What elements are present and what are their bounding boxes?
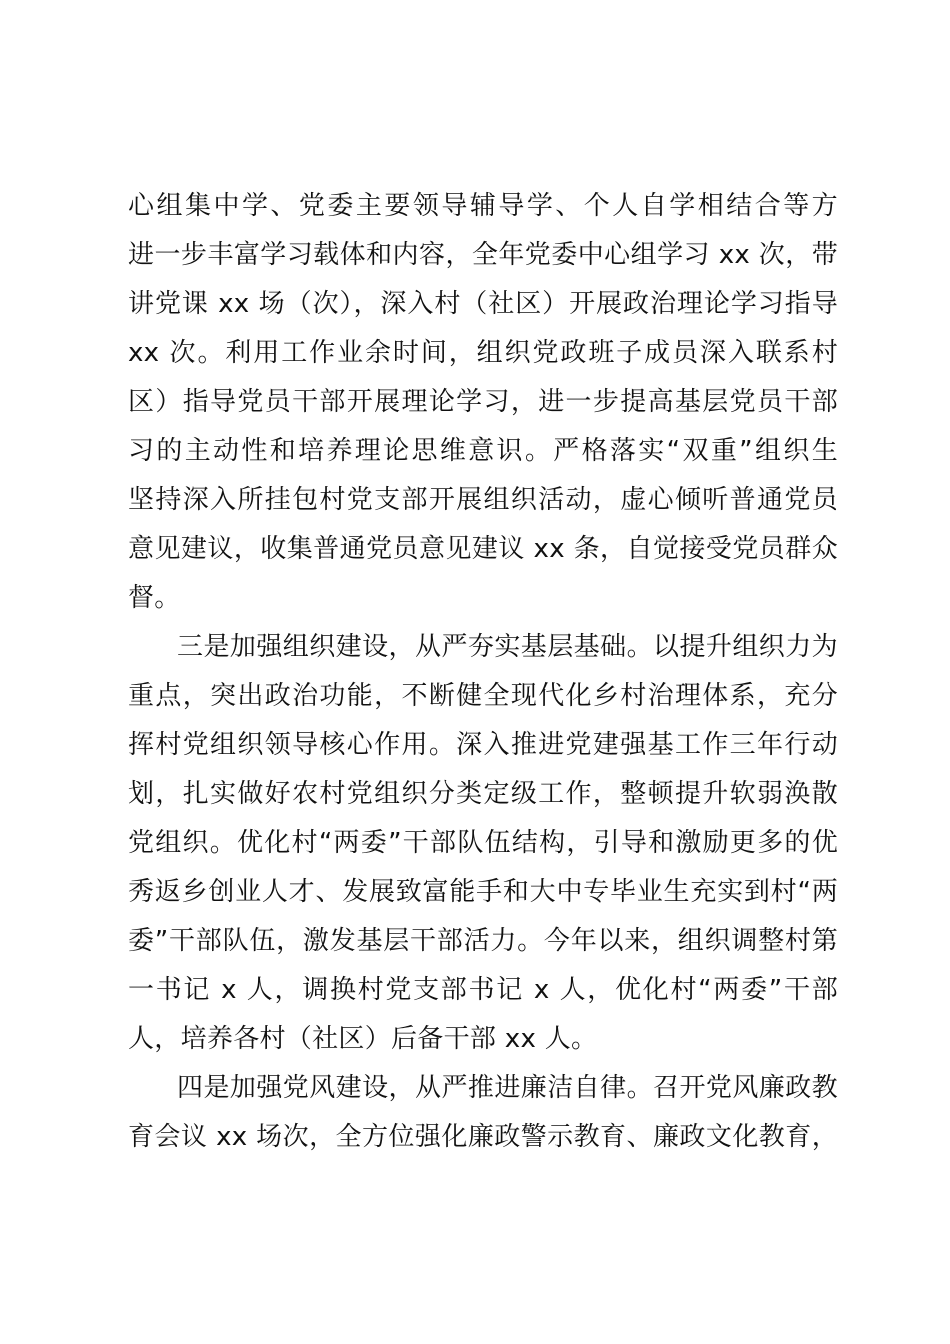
text-line: 心组集中学、党委主要领导辅导学、个人自学相结合等方 (128, 191, 838, 221)
paragraph-start-line: 四是加强党风建设，从严推进廉洁自律。召开党风廉政教 (177, 1073, 838, 1103)
text-line: 进一步丰富学习载体和内容，全年党委中心组学习 xx 次，带 (128, 240, 838, 270)
text-line: 育会议 xx 场次，全方位强化廉政警示教育、廉政文化教育， (128, 1122, 838, 1152)
text-line: 划，扎实做好农村党组织分类定级工作，整顿提升软弱涣散 (128, 779, 838, 809)
text-line: xx 次。利用工作业余时间，组织党政班子成员深入联系村 (128, 338, 838, 368)
text-line: 一书记 x 人，调换村党支部书记 x 人，优化村“两委”干部 (128, 975, 838, 1005)
text-line: 重点，突出政治功能，不断健全现代化乡村治理体系，充分 (128, 681, 838, 711)
text-line: 秀返乡创业人才、发展致富能手和大中专毕业生充实到村“两 (128, 877, 838, 907)
text-line: 委”干部队伍，激发基层干部活力。今年以来，组织调整村第 (128, 926, 838, 956)
text-line: 坚持深入所挂包村党支部开展组织活动，虚心倾听普通党员 (128, 485, 838, 515)
paragraph-start-line: 三是加强组织建设，从严夯实基层基础。以提升组织力为 (177, 632, 838, 662)
text-line: 人，培养各村（社区）后备干部 xx 人。 (128, 1024, 598, 1054)
text-line: 习的主动性和培养理论思维意识。严格落实“双重”组织生 (128, 436, 838, 466)
document-body (128, 182, 838, 1162)
text-line: 讲党课 xx 场（次），深入村（社区）开展政治理论学习指导 (128, 289, 838, 319)
text-line: 党组织。优化村“两委”干部队伍结构，引导和激励更多的优 (128, 828, 838, 858)
text-line: 督。 (128, 583, 181, 613)
text-line: 意见建议，收集普通党员意见建议 xx 条，自觉接受党员群众 (128, 534, 838, 564)
text-line: 区）指导党员干部开展理论学习，进一步提高基层党员干部 (128, 387, 838, 417)
text-line: 挥村党组织领导核心作用。深入推进党建强基工作三年行动 (128, 730, 838, 760)
